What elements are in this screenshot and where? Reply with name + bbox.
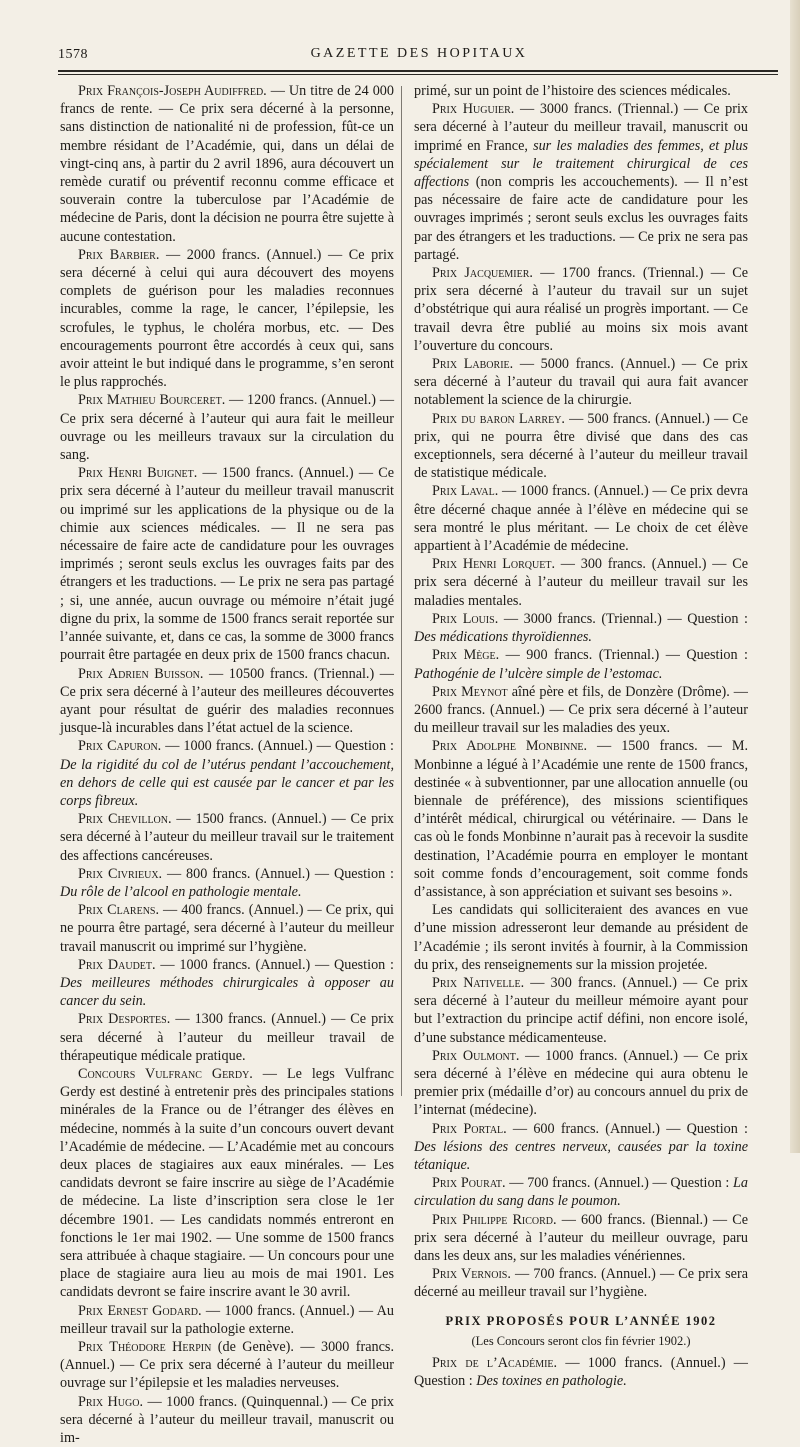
prize-paragraph — [414, 610, 748, 646]
prize-question: De la rigidité du col de l’utérus pendant l’accouchement, en dehors de celle qui est causée par le cancer et par les corps fibreux. — [60, 756, 394, 809]
prize-name: Prix Huguier. — [432, 101, 515, 118]
prize-paragraph — [60, 1393, 394, 1447]
prize-name: Prix Henri Buignet. — [78, 465, 198, 482]
prize-name: Prix Capuron. — [78, 738, 162, 755]
prize-name: Prix Meynot — [432, 683, 508, 700]
prize-text: — 3000 francs. (Triennal.) — Question : — [498, 610, 748, 627]
prize-text: — 700 francs. (Annuel.) — Question : — [505, 1175, 734, 1192]
prize-name: Prix Hugo. — [78, 1393, 144, 1410]
prize-name: Prix Clarens. — [78, 902, 160, 919]
prize-text: — 1000 francs. (Annuel.) — Au meilleur travail sur la pathologie externe. — [60, 1302, 394, 1337]
header-rule-thin — [58, 74, 778, 75]
prize-paragraph — [60, 665, 394, 738]
prize-name: Prix Vernois. — [432, 1266, 511, 1283]
prize-text: — 1700 francs. (Triennal.) — Ce prix sera décerné à l’auteur du travail sur un sujet d’obstétrique qui aura réalisé un progrès important. — Ce travail devra être publié au moins six mois avant l’ouverture du concours. — [414, 265, 749, 354]
prize-name: Prix Nativelle. — [432, 974, 525, 991]
prize-paragraph — [414, 482, 748, 555]
prize-text: — 1000 francs. (Annuel.) — Question : — [414, 1355, 748, 1390]
prize-question: Des lésions des centres nerveux, causées par la toxine tétanique. — [414, 1138, 748, 1173]
prize-name: Prix Desportes. — [78, 1011, 171, 1028]
header-rule — [58, 70, 778, 72]
prize-name: Prix Oulmont. — [432, 1047, 520, 1064]
prize-name: Prix Adolphe Monbinne. — [432, 738, 588, 755]
prize-name: Prix Philippe Ricord. — [432, 1211, 557, 1228]
prize-text: — 300 francs. (Annuel.) — Ce prix sera décerné à l’auteur du meilleur travail sur les maladies mentales. — [414, 556, 749, 609]
prize-name: Prix Pourat. — [432, 1175, 506, 1192]
prize-name: Prix Barbier. — [78, 246, 160, 263]
prize-question: La circulation du sang dans le poumon. — [414, 1175, 748, 1210]
prize-text: — 400 francs. (Annuel.) — Ce prix, qui ne pourra être partagé, sera décerné à l’auteur du meilleur travail manuscrit ou imprimé sur l’hygiène. — [60, 902, 394, 955]
prize-question: Des médications thyroïdiennes. — [414, 629, 592, 646]
journal-title: GAZETTE DES HOPITAUX — [310, 46, 528, 61]
prize-text: — 300 francs. (Annuel.) — Ce prix sera décerné à l’auteur du meilleur mémoire ayant pour but l’extraction du principe actif défini, non encore isolé, d’une substance médicamenteuse. — [414, 974, 748, 1046]
prize-name: Prix Jacquemier. — [432, 265, 533, 282]
prize-text: — 1000 francs. (Quinquennal.) — Ce prix sera décerné à l’auteur du meilleur travail, manuscrit ou im- — [60, 1393, 394, 1447]
prize-text: — 700 francs. (Annuel.) — Ce prix sera décerné au meilleur travail sur l’hygiène. — [414, 1266, 748, 1301]
prize-name: Prix Civrieux. — [78, 865, 163, 882]
prize-text: — 1500 francs. (Annuel.) — Ce prix sera décerné à l’auteur du meilleur travail manuscrit ou imprimé sur les applications de la physique ou de la chimie aux sciences médicales. — Il ne sera pas nécessaire de faire acte de candidature pour les ouvrages imprimés ; seront seuls exclus les ouvrages faits par des étrangers et les traductions. — Le prix ne sera pas partagé ; si, une année, aucun ouvrage ou mémoire n’était jugé digne du prix, la somme de 1500 francs serait reportée sur l’année suivante, et, dans ce cas, la somme de 3000 francs pourrait être partagée en deux prix de 1500 francs chacun. — [60, 465, 394, 664]
prize-name: Prix Daudet. — [78, 956, 156, 973]
prize-name: Concours Vulfranc Gerdy. — [78, 1065, 253, 1082]
prize-text: — 1000 francs. (Annuel.) — Question : — [155, 956, 394, 973]
prize-paragraph — [414, 100, 748, 264]
prize-text: — Un titre de 24 000 francs de rente. — Ce prix sera décerné à la personne, sans distinction de nationalité ni de profession, fût-ce un membre résidant de l’Académie, qui, dans un délai de vingt-cinq ans, à partir du 2 avril 1896, aura découvert un remède curatif ou préventif reconnu comme efficace et souverain contre la tuberculose par l’Académie de médecine de Paris, dont la décision ne pourra être sujette à aucune contestation. — [60, 83, 394, 245]
prize-name: Prix Adrien Buisson. — [78, 665, 204, 682]
prize-paragraph — [414, 410, 748, 483]
prize-name: Prix Laborie. — [432, 356, 514, 373]
prize-text: — Le legs Vulfranc Gerdy est destiné à entretenir près des principales stations minérales de la France ou de l’étranger des élèves en médecine, nommés à la suite d’un concours ouvert devant l’Académie de médecine. — L’Académie met au concours deux places de stagiaires aux eaux minérales. — Les candidats devront se faire inscrire au siège de l’Académie de médecine. La liste d’inscription sera close le 1er décembre 1901. — Les candidats nommés entreront en fonctions le 1er mai 1902. — Une somme de 1500 francs sera attribuée à chaque stagiaire. — Un concours pour une place de stagiaire aura lieu au mois de mai 1901. Les candidats devront se faire inscrire avant le 30 avril. — [60, 1065, 394, 1301]
section-note: (Les Concours seront clos fin février 1902.) — [471, 1333, 691, 1348]
after-section-paragraphs — [414, 1354, 748, 1390]
prize-paragraph — [60, 82, 394, 246]
prize-text: — 2000 francs. (Annuel.) — Ce prix sera décerné à celui qui aura découvert des moyens complets de guérison pour les maladies reconnues incurables, comme la rage, le cancer, l’épilepsie, les scrofules, le typhus, le choléra morbus, etc. — Des encouragements pourront être accordés à ceux qui, sans avoir atteint le but indiqué dans le programme, s’en seront le plus rapprochés. — [60, 246, 394, 391]
prize-paragraph — [414, 683, 748, 738]
prize-text: (de Genève). — 3000 francs. (Annuel.) — Ce prix sera décerné à l’auteur du meilleur ouvrage sur l’épilepsie et les maladies nerveuses. — [60, 1339, 394, 1392]
prize-paragraph — [414, 1354, 748, 1390]
prize-paragraph — [414, 1211, 748, 1266]
prize-text: — 5000 francs. (Annuel.) — Ce prix sera décerné à l’auteur du travail qui aura fait avancer notablement la science de la chirurgie. — [414, 356, 748, 409]
prize-text: — 1500 francs. — M. Monbinne a légué à l’Académie une rente de 1500 francs, destinée « à subventionner, par une allocation annuelle (ou biennale de préférence), des missions scientifiques d’intérêt médical, chirurgical ou vétérinaire. — Dans le cas où le fonds Monbinne n’aurait pas à recevoir la susdite destination, l’Académie pourra en employer le montant soit comme fonds d’encouragement, soit comme fonds d’assistance, à son appréciation et suivant ses besoins ». — [414, 738, 748, 900]
prize-name: Prix Louis. — [432, 610, 499, 627]
prize-paragraph — [414, 1174, 748, 1210]
prize-text: — 600 francs. (Biennal.) — Ce prix sera décerné à l’auteur du meilleur ouvrage, paru dans les deux ans, sur les maladies vénériennes. — [414, 1211, 748, 1264]
prize-question: sur les maladies des femmes, et plus spécialement sur le traitement chirurgical de ces affections — [414, 137, 748, 191]
prize-text: primé, sur un point de l’histoire des sciences médicales. — [414, 83, 731, 99]
prize-paragraph — [60, 464, 394, 664]
prize-paragraph — [60, 737, 394, 810]
right-column — [414, 82, 748, 1390]
prize-paragraph — [60, 956, 394, 1011]
section-title: PRIX PROPOSÉS POUR L’ANNÉE 1902 — [445, 1313, 717, 1328]
prize-text: — 1300 francs. (Annuel.) — Ce prix sera décerné à l’auteur du meilleur travail de thérapeutique médicale pratique. — [60, 1011, 394, 1064]
prize-name: Prix du baron Larrey. — [432, 410, 565, 427]
prize-name: Prix Portal. — [432, 1120, 507, 1137]
prize-text: — 500 francs. (Annuel.) — Ce prix, qui ne pourra être divisé que dans des cas exceptionnels, sera décerné à l’auteur du meilleur travail de statistique médicale. — [414, 410, 748, 482]
prize-text: — 900 francs. (Triennal.) — Question : — [499, 647, 748, 664]
prize-paragraph — [414, 1265, 748, 1301]
prize-paragraph — [60, 901, 394, 956]
prize-paragraph — [414, 646, 748, 682]
prize-text: — 1000 francs. (Annuel.) — Question : — [161, 738, 394, 755]
prize-paragraph — [414, 555, 748, 610]
prize-paragraph — [414, 1047, 748, 1120]
page-header — [58, 44, 780, 64]
prize-paragraph — [60, 391, 394, 464]
prize-name: Prix Henri Lorquet. — [432, 556, 555, 573]
prize-text: Les candidats qui solliciteraient des avances en vue d’une mission adresseront leur demande au président de l’Académie ; ils seront invités à fournir, à la Commission du prix, des renseignements sur la mission projetée. — [414, 902, 748, 973]
prize-text: — 3000 francs. (Triennal.) — Ce prix sera décerné à l’auteur du meilleur travail, manuscrit ou imprimé en France, — [414, 101, 748, 154]
prize-paragraph — [60, 1338, 394, 1393]
prize-text: — 600 francs. (Annuel.) — Question : — [506, 1120, 749, 1137]
prize-paragraph — [414, 974, 748, 1047]
prize-text: — 10500 francs. (Triennal.) — Ce prix sera décerné à l’auteur des meilleures découvertes ayant pour résultat de guérir des maladies reconnues jusque-là incurables dans l’état actuel de la science. — [60, 665, 394, 737]
prize-name: Prix François-Joseph Audiffred. — [78, 83, 267, 99]
prize-paragraph — [414, 264, 748, 355]
prize-paragraph — [60, 1065, 394, 1302]
right-column-paragraphs — [414, 82, 748, 1302]
prize-name: Prix Théodore Herpin — [78, 1339, 212, 1356]
prize-text: — 1000 francs. (Annuel.) — Ce prix sera décerné à l’élève en médecine qui aura obtenu le premier prix (médaille d’or) au concours annuel du prix de l’internat (médecine). — [414, 1047, 748, 1119]
prize-question: Des toxines en pathologie. — [476, 1373, 627, 1390]
prize-paragraph — [60, 246, 394, 392]
prize-paragraph — [414, 737, 748, 901]
prize-name: Prix Mège. — [432, 647, 500, 664]
column-divider — [401, 86, 402, 1096]
prize-text-tail: (non compris les accouchements). — Il n’est pas nécessaire de faire acte de candidature pour les ouvrages imprimés ; seront seuls exclus les ouvrages faits par des étrangers et les traductions. — Ce prix ne sera pas partagé. — [414, 174, 748, 263]
prize-paragraph — [414, 82, 748, 100]
page-number: 1578 — [58, 47, 88, 62]
prize-question: Pathogénie de l’ulcère simple de l’estomac. — [414, 665, 663, 682]
left-column — [60, 82, 394, 1447]
prize-name: Prix Ernest Godard. — [78, 1302, 202, 1319]
prize-paragraph — [414, 355, 748, 410]
prize-name: Prix Chevillon. — [78, 811, 172, 828]
prize-name: Prix Laval. — [432, 483, 499, 500]
prize-paragraph — [414, 1120, 748, 1175]
prize-text: aîné père et fils, de Donzère (Drôme). — 2600 francs. (Annuel.) — Ce prix sera décerné à l’auteur du meilleur travail sur les maladies des yeux. — [414, 683, 748, 737]
prize-name: Prix Mathieu Bourceret. — [78, 392, 226, 409]
prize-paragraph — [60, 1010, 394, 1065]
prize-paragraph — [60, 1302, 394, 1338]
prize-paragraph — [414, 901, 748, 974]
prize-paragraph — [60, 810, 394, 865]
prize-text: — 800 francs. (Annuel.) — Question : — [162, 865, 395, 882]
prize-text: — 1000 francs. (Annuel.) — Ce prix devra être décerné chaque année à l’élève en médecine qui se sera montré le plus méritant. — Le choix de cet élève appartient à l’Académie de médecine. — [414, 483, 748, 555]
prize-text: — 1200 francs. (Annuel.) — Ce prix sera décerné à l’auteur qui aura fait le meilleur ouvrage ou les meilleurs travaux sur la circulation du sang. — [60, 392, 395, 464]
prize-question: Des meilleures méthodes chirurgicales à opposer au cancer du sein. — [60, 974, 394, 1010]
page-edge — [790, 0, 800, 1153]
prize-paragraph — [60, 865, 394, 901]
prize-text: — 1500 francs. (Annuel.) — Ce prix sera décerné à l’auteur du meilleur travail sur le traitement des affections cancéreuses. — [60, 811, 394, 864]
prize-name: Prix de l’Académie. — [432, 1355, 558, 1372]
prize-question: Du rôle de l’alcool en pathologie mentale. — [60, 883, 302, 900]
